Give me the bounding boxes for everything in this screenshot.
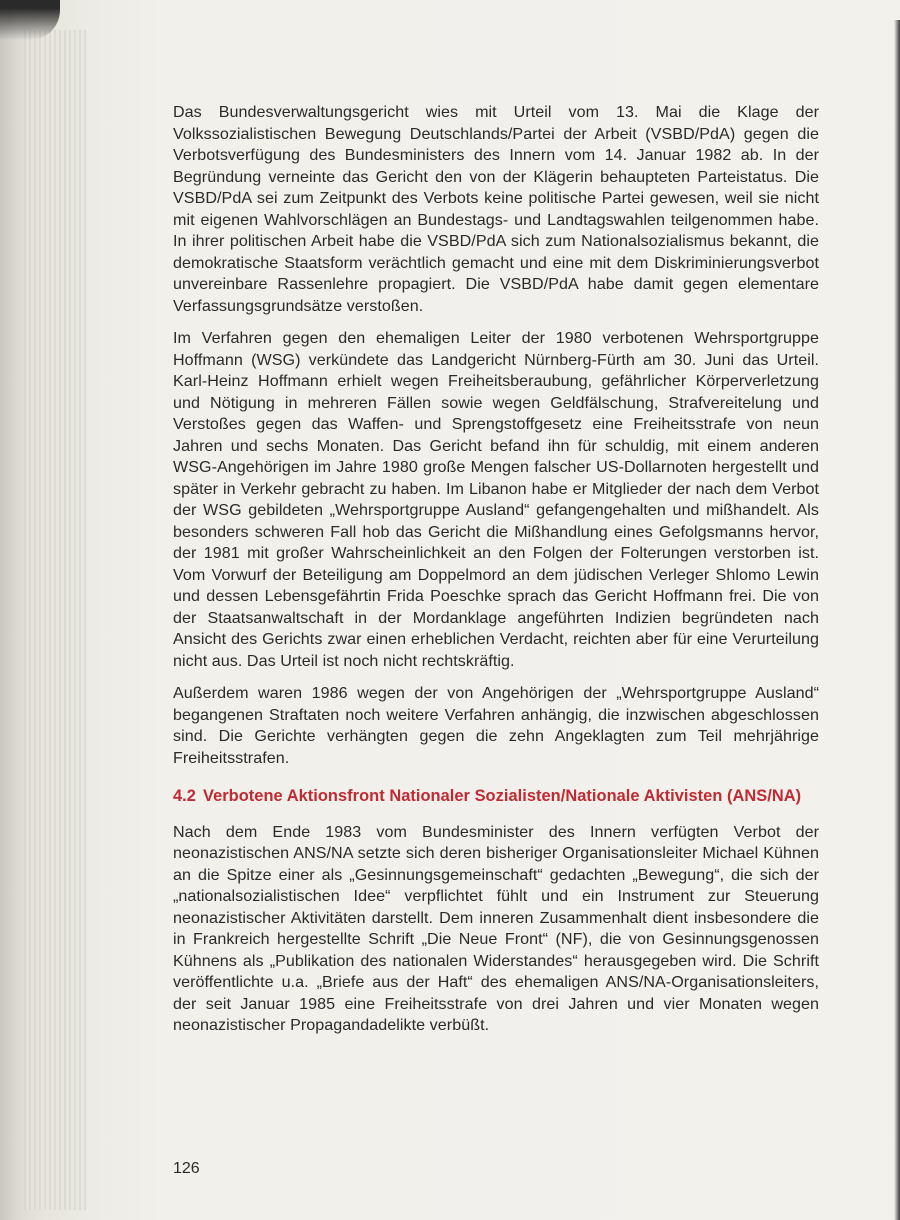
- paragraph-wehrsportgruppe-ausland: Außerdem waren 1986 wegen der von Angehörigen der „Wehrsportgruppe Ausland“ begangenen Straftaten noch weitere Verfahren anhängig, die inzwischen abgeschlossen sind. Die Gerichte verhängten gegen die zehn Angeklagten zum Teil mehrjährige Freiheitsstrafen.: [173, 684, 819, 767]
- scan-right-edge: [894, 20, 900, 1220]
- section-title: Verbotene Aktionsfront Nationaler Sozialisten/Nationale Aktivisten (ANS/NA): [203, 787, 802, 805]
- body-text: [173, 102, 819, 1048]
- book-page-edges: [24, 30, 86, 1210]
- paragraph-vsbd-ruling: Das Bundesverwaltungsgericht wies mit Urteil vom 13. Mai die Klage der Volkssozialistischen Bewegung Deutschlands/Partei der Arbeit (VSBD/PdA) gegen die Verbotsverfügung des Bundesministers des Innern vom 14. Januar 1982 ab. In der Begründung verneinte das Gericht den von der Klägerin behaupteten Parteistatus. Die VSBD/PdA sei zum Zeitpunkt des Verbots keine politische Partei gewesen, weil sie nicht mit eigenen Wahlvorschlägen an Bundestags- und Landtagswahlen teilgenommen habe. In ihrer politischen Arbeit habe die VSBD/PdA sich zum Nationalsozialismus bekannt, die demokratische Staatsform verächtlich gemacht und eine mit dem Diskriminierungsverbot unvereinbare Rassenlehre propagiert. Die VSBD/PdA habe damit gegen elementare Verfassungsgrundsätze verstoßen.: [173, 103, 819, 315]
- paragraph-ans-na: Nach dem Ende 1983 vom Bundesminister des Innern verfügten Verbot der neonazistischen ANS/NA setzte sich deren bisheriger Organisationsleiter Michael Kühnen an die Spitze einer als „Gesinnungsgemeinschaft“ gedachten „Bewegung“, die sich der „nationalsozialistischen Idee“ verpflichtet fühlt und ein Instrument zur Steuerung neonazistischer Aktivitäten darstellt. Dem inneren Zusammenhalt dient insbesondere die in Frankreich hergestellte Schrift „Die Neue Front“ (NF), die von Gesinnungsgenossen Kühnens als „Publikation des nationalen Widerstandes“ herausgegeben wird. Die Schrift veröffentlichte u.a. „Briefe aus der Haft“ des ehemaligen ANS/NA-Organisationsleiters, der seit Januar 1985 eine Freiheitsstrafe von drei Jahren und vier Monaten wegen neonazistischer Propagandadelikte verbüßt.: [173, 822, 819, 1034]
- paragraph-wsg-hoffmann-ruling: Im Verfahren gegen den ehemaligen Leiter der 1980 verbotenen Wehrsportgruppe Hoffmann (WSG) verkündete das Landgericht Nürnberg-Fürth am 30. Juni das Urteil. Karl-Heinz Hoffmann erhielt wegen Freiheitsberaubung, gefährlicher Körperverletzung und Nötigung in mehreren Fällen sowie wegen Geldfälschung, Strafvereitelung und Verstoßes gegen das Waffen- und Sprengstoffgesetz eine Freiheitsstrafe von neun Jahren und sechs Monaten. Das Gericht befand ihn für schuldig, mit einem anderen WSG-Angehörigen im Jahre 1980 große Mengen falscher US-Dollarnoten hergestellt und später in Verkehr gebracht zu haben. Im Libanon habe er Mitglieder der nach dem Verbot der WSG gebildeten „Wehrsportgruppe Ausland“ gefangengehalten und mißhandelt. Als besonders schweren Fall hob das Gericht die Mißhandlung eines Gefolgsmanns hervor, der 1981 mit großer Wahrscheinlichkeit an den Folgen der Folterungen verstorben ist. Vom Vorwurf der Beteiligung am Doppelmord an dem jüdischen Verleger Shlomo Lewin und dessen Lebensgefährtin Frida Poeschke sprach das Gericht Hoffmann frei. Die von der Staatsanwaltschaft in der Mordanklage angeführten Indizien begründeten nach Ansicht des Gerichts zwar einen erheblichen Verdacht, reichten aber für eine Verurteilung nicht aus. Das Urteil ist noch nicht rechtskräftig.: [173, 329, 819, 670]
- section-heading: [173, 786, 819, 808]
- page-number: 126: [173, 1160, 200, 1177]
- section-number: 4.2: [173, 787, 196, 805]
